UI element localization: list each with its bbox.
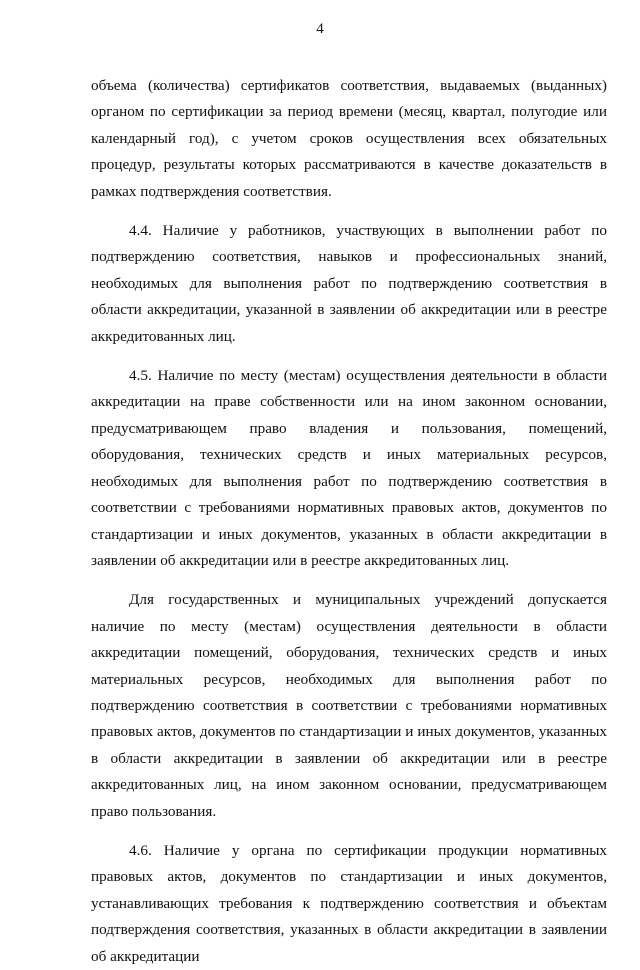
paragraph-4-5: 4.5. Наличие по месту (местам) осуществления деятельности в области аккредитации на праве собственности или на ином законном основании, предусматривающем право владения и пользования, помещений, оборудования, технических средств и иных материальных ресурсов, необходимых для выполнения работ по подтверждению соответствия в соответствии с требованиями нормативных правовых актов, документов по стандартизации и иных документов, указанных в области аккредитации в заявлении об аккредитации или в реестре аккредитованных лиц. bbox=[91, 367, 607, 569]
document-body bbox=[91, 73, 607, 970]
page-number: 4 bbox=[316, 21, 324, 37]
paragraph-4-4: 4.4. Наличие у работников, участвующих в выполнении работ по подтверждению соответствия, навыков и профессиональных знаний, необходимых для выполнения работ по подтверждению соответствия в области аккредитации, указанной в заявлении об аккредитации или в реестре аккредитованных лиц. bbox=[91, 222, 607, 345]
paragraph-4-6: 4.6. Наличие у органа по сертификации продукции нормативных правовых актов, документов по стандартизации и иных документов, устанавливающих требования к подтверждению соответствия и объектам подтверждения соответствия, указанных в области аккредитации в заявлении об аккредитации bbox=[91, 841, 607, 965]
paragraph-state-institutions: Для государственных и муниципальных учреждений допускается наличие по месту (местам) осуществления деятельности в области аккредитации помещений, оборудования, технических средств и иных материальных ресурсов, необходимых для выполнения работ по подтверждению соответствия в соответствии с требованиями нормативных правовых актов, документов по стандартизации и иных документов, указанных в области аккредитации в заявлении об аккредитации или в реестре аккредитованных лиц, на ином законном основании, предусматривающем право пользования. bbox=[91, 591, 607, 820]
paragraph-continuation: объема (количества) сертификатов соответствия, выдаваемых (выданных) органом по сертификации за период времени (месяц, квартал, полугодие или календарный год), с учетом сроков осуществления всех обязательных процедур, результаты которых рассматриваются в качестве доказательств в рамках подтверждения соответствия. bbox=[91, 77, 607, 200]
